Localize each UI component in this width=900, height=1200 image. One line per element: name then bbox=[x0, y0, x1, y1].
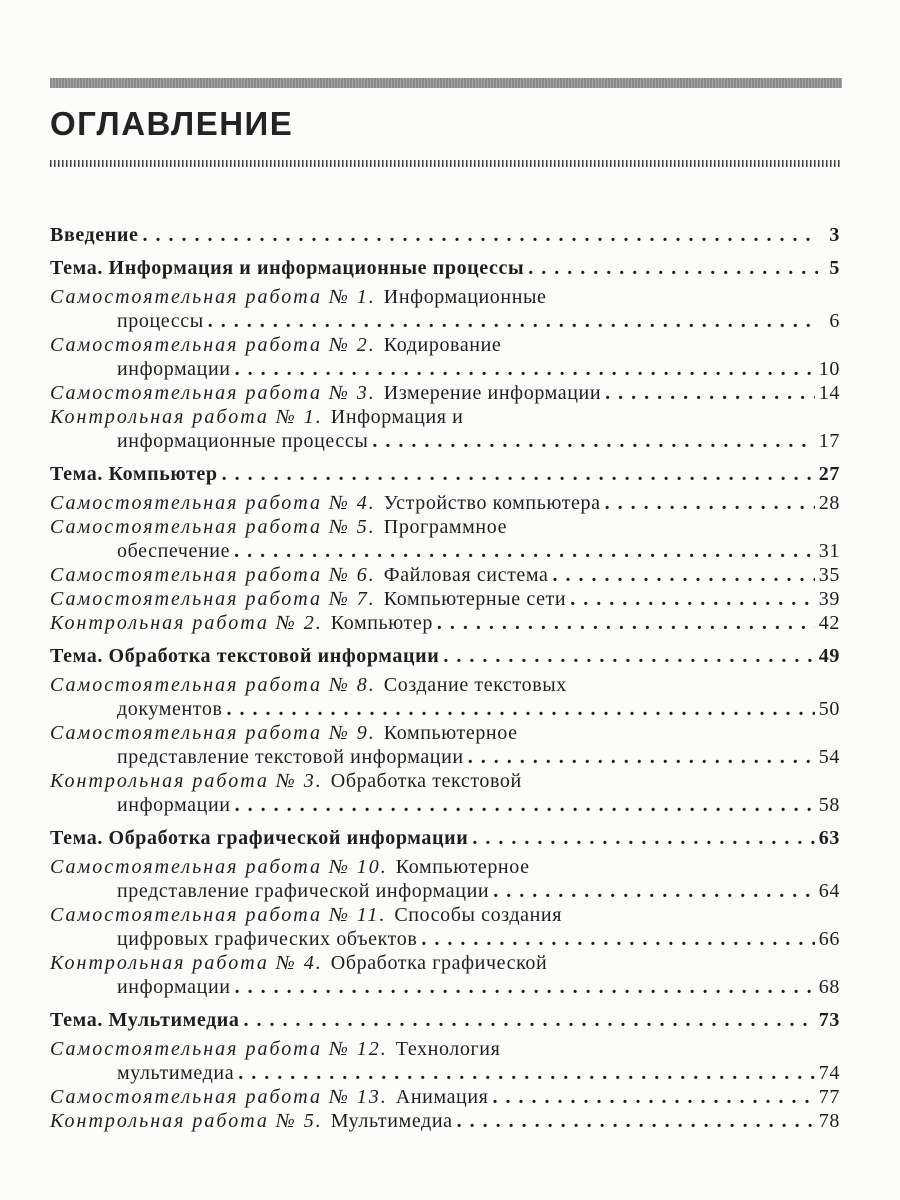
page-number: 63 bbox=[818, 827, 840, 849]
page-number: 64 bbox=[818, 880, 840, 902]
toc-line bbox=[50, 769, 840, 793]
entry-title: Анимация bbox=[395, 1086, 489, 1108]
toc-work-entry[interactable] bbox=[50, 611, 840, 635]
entry-prefix: Самостоятельная работа № 7. bbox=[50, 588, 376, 610]
toc-line-continued bbox=[50, 429, 840, 453]
entry-title: Обработка текстовой bbox=[330, 770, 522, 792]
toc-line bbox=[50, 1037, 840, 1061]
entry-title: Информационные bbox=[383, 286, 547, 308]
toc-work-entry[interactable] bbox=[50, 673, 840, 721]
entry-title: Программное bbox=[383, 516, 508, 538]
entry-prefix: Самостоятельная работа № 9. bbox=[50, 722, 376, 744]
entry-prefix: Самостоятельная работа № 2. bbox=[50, 334, 376, 356]
toc-work-entry[interactable] bbox=[50, 587, 840, 611]
toc-line bbox=[50, 673, 840, 697]
entry-title-continued: обеспечение bbox=[117, 540, 231, 562]
dot-leader bbox=[235, 793, 815, 817]
table-of-contents bbox=[50, 223, 840, 1133]
toc-work-entry[interactable] bbox=[50, 1085, 840, 1109]
toc-topic-entry[interactable] bbox=[50, 644, 840, 668]
entry-title: Файловая система bbox=[383, 564, 549, 586]
dot-leader bbox=[605, 491, 815, 515]
entry-prefix: Контрольная работа № 2. bbox=[50, 612, 323, 634]
dot-leader bbox=[605, 381, 815, 405]
entry-title-continued: информации bbox=[117, 976, 231, 998]
page-number: 35 bbox=[818, 564, 840, 586]
page-number: 73 bbox=[818, 1009, 840, 1031]
toc-work-entry[interactable] bbox=[50, 491, 840, 515]
entry-title-continued: информации bbox=[117, 358, 231, 380]
toc-line bbox=[50, 563, 840, 587]
entry-title-continued: цифровых графических объектов bbox=[117, 928, 418, 950]
dot-leader bbox=[227, 697, 815, 721]
entry-prefix: Самостоятельная работа № 11. bbox=[50, 904, 387, 926]
entry-prefix: Самостоятельная работа № 3. bbox=[50, 382, 376, 404]
entry-title-continued: представление текстовой информации bbox=[117, 746, 464, 768]
page-number: 49 bbox=[818, 645, 840, 667]
page-number: 31 bbox=[818, 540, 840, 562]
page-number: 54 bbox=[818, 746, 840, 768]
dot-leader bbox=[244, 1008, 815, 1032]
entry-title: Введение bbox=[50, 224, 139, 246]
dot-leader bbox=[472, 826, 814, 850]
dot-leader bbox=[457, 1109, 815, 1133]
toc-line bbox=[50, 256, 840, 280]
toc-line bbox=[50, 462, 840, 486]
toc-topic-entry[interactable] bbox=[50, 462, 840, 486]
entry-title: Тема. Обработка текстовой информации bbox=[50, 645, 440, 667]
toc-line bbox=[50, 587, 840, 611]
dot-leader bbox=[372, 429, 814, 453]
toc-line bbox=[50, 1085, 840, 1109]
entry-title-continued: информации bbox=[117, 794, 231, 816]
dot-leader bbox=[235, 975, 815, 999]
toc-line-continued bbox=[50, 793, 840, 817]
page-number: 66 bbox=[818, 928, 840, 950]
toc-line bbox=[50, 903, 840, 927]
entry-prefix: Контрольная работа № 3. bbox=[50, 770, 323, 792]
dot-leader bbox=[437, 611, 815, 635]
entry-title-continued: представление графической информации bbox=[117, 880, 490, 902]
page-number: 17 bbox=[818, 430, 840, 452]
dot-leader bbox=[492, 1085, 814, 1109]
toc-topic-entry[interactable] bbox=[50, 256, 840, 280]
entry-title: Устройство компьютера bbox=[383, 492, 601, 514]
entry-title: Технология bbox=[395, 1038, 501, 1060]
entry-prefix: Контрольная работа № 4. bbox=[50, 952, 323, 974]
page-title: ОГЛАВЛЕНИЕ bbox=[50, 105, 294, 142]
toc-line-continued bbox=[50, 745, 840, 769]
entry-prefix: Самостоятельная работа № 8. bbox=[50, 674, 376, 696]
page-number: 68 bbox=[818, 976, 840, 998]
toc-work-entry[interactable] bbox=[50, 769, 840, 817]
toc-topic-entry[interactable] bbox=[50, 223, 840, 247]
toc-line bbox=[50, 1008, 840, 1032]
page-number: 5 bbox=[829, 257, 840, 279]
toc-line-continued bbox=[50, 879, 840, 903]
toc-line bbox=[50, 223, 840, 247]
toc-work-entry[interactable] bbox=[50, 405, 840, 453]
page-number: 78 bbox=[818, 1110, 840, 1132]
toc-line bbox=[50, 721, 840, 745]
toc-topic-entry[interactable] bbox=[50, 1008, 840, 1032]
toc-work-entry[interactable] bbox=[50, 951, 840, 999]
toc-line bbox=[50, 285, 840, 309]
entry-title-continued: мультимедиа bbox=[117, 1062, 235, 1084]
header-rule bbox=[50, 78, 842, 88]
entry-title: Создание текстовых bbox=[383, 674, 567, 696]
toc-line bbox=[50, 405, 840, 429]
toc-line-continued bbox=[50, 309, 840, 333]
dot-leader bbox=[234, 539, 815, 563]
toc-work-entry[interactable] bbox=[50, 903, 840, 951]
dot-leader bbox=[421, 927, 814, 951]
dot-leader bbox=[468, 745, 815, 769]
toc-line-continued bbox=[50, 539, 840, 563]
dot-leader bbox=[570, 587, 815, 611]
page-number: 39 bbox=[818, 588, 840, 610]
toc-work-entry[interactable] bbox=[50, 1037, 840, 1085]
toc-line bbox=[50, 333, 840, 357]
entry-title: Тема. Компьютер bbox=[50, 463, 218, 485]
entry-prefix: Самостоятельная работа № 5. bbox=[50, 516, 376, 538]
hatched-divider bbox=[50, 160, 842, 167]
entry-prefix: Самостоятельная работа № 1. bbox=[50, 286, 376, 308]
dot-leader bbox=[238, 1061, 815, 1085]
toc-work-entry[interactable] bbox=[50, 855, 840, 903]
dot-leader bbox=[553, 563, 815, 587]
toc-line-continued bbox=[50, 697, 840, 721]
toc-work-entry[interactable] bbox=[50, 563, 840, 587]
entry-prefix: Самостоятельная работа № 4. bbox=[50, 492, 376, 514]
entry-title: Компьютерное bbox=[383, 722, 518, 744]
toc-work-entry[interactable] bbox=[50, 381, 840, 405]
toc-line bbox=[50, 515, 840, 539]
dot-leader bbox=[208, 309, 818, 333]
entry-title: Обработка графической bbox=[330, 952, 548, 974]
toc-work-entry[interactable] bbox=[50, 721, 840, 769]
entry-title: Тема. Информация и информационные процессы bbox=[50, 257, 525, 279]
toc-line bbox=[50, 826, 840, 850]
toc-line bbox=[50, 951, 840, 975]
page-number: 74 bbox=[818, 1062, 840, 1084]
page-number: 3 bbox=[829, 224, 840, 246]
entry-title-continued: информационные процессы bbox=[117, 430, 369, 452]
entry-title: Тема. Обработка графической информации bbox=[50, 827, 469, 849]
entry-title: Компьютерное bbox=[395, 856, 530, 878]
dot-leader bbox=[235, 357, 815, 381]
entry-prefix: Самостоятельная работа № 13. bbox=[50, 1086, 388, 1108]
toc-work-entry[interactable] bbox=[50, 333, 840, 381]
toc-topic-entry[interactable] bbox=[50, 826, 840, 850]
toc-line-continued bbox=[50, 927, 840, 951]
toc-line bbox=[50, 1109, 840, 1133]
entry-prefix: Контрольная работа № 5. bbox=[50, 1110, 323, 1132]
dot-leader bbox=[493, 879, 815, 903]
entry-title-continued: документов bbox=[117, 698, 223, 720]
entry-title: Компьютер bbox=[330, 612, 433, 634]
toc-line bbox=[50, 644, 840, 668]
page-number: 27 bbox=[818, 463, 840, 485]
entry-title-continued: процессы bbox=[117, 310, 204, 332]
dot-leader bbox=[142, 223, 818, 247]
toc-line-continued bbox=[50, 975, 840, 999]
entry-title: Способы создания bbox=[394, 904, 563, 926]
toc-line bbox=[50, 855, 840, 879]
entry-title: Компьютерные сети bbox=[383, 588, 567, 610]
toc-work-entry[interactable] bbox=[50, 515, 840, 563]
entry-title: Кодирование bbox=[383, 334, 502, 356]
page-number: 28 bbox=[818, 492, 840, 514]
toc-work-entry[interactable] bbox=[50, 1109, 840, 1133]
dot-leader bbox=[222, 462, 815, 486]
page-number: 58 bbox=[818, 794, 840, 816]
entry-title: Тема. Мультимедиа bbox=[50, 1009, 240, 1031]
entry-prefix: Самостоятельная работа № 12. bbox=[50, 1038, 388, 1060]
page-number: 50 bbox=[818, 698, 840, 720]
toc-line bbox=[50, 381, 840, 405]
page-number: 42 bbox=[818, 612, 840, 634]
dot-leader bbox=[528, 256, 818, 280]
entry-prefix: Самостоятельная работа № 10. bbox=[50, 856, 388, 878]
toc-work-entry[interactable] bbox=[50, 285, 840, 333]
page-number: 77 bbox=[818, 1086, 840, 1108]
page-number: 6 bbox=[829, 310, 840, 332]
entry-title: Информация и bbox=[330, 406, 464, 428]
toc-line-continued bbox=[50, 1061, 840, 1085]
page-number: 14 bbox=[818, 382, 840, 404]
page-number: 10 bbox=[818, 358, 840, 380]
toc-line-continued bbox=[50, 357, 840, 381]
toc-line bbox=[50, 611, 840, 635]
entry-title: Мультимедиа bbox=[330, 1110, 453, 1132]
entry-prefix: Контрольная работа № 1. bbox=[50, 406, 323, 428]
entry-title: Измерение информации bbox=[383, 382, 602, 404]
toc-line bbox=[50, 491, 840, 515]
dot-leader bbox=[443, 644, 814, 668]
entry-prefix: Самостоятельная работа № 6. bbox=[50, 564, 376, 586]
